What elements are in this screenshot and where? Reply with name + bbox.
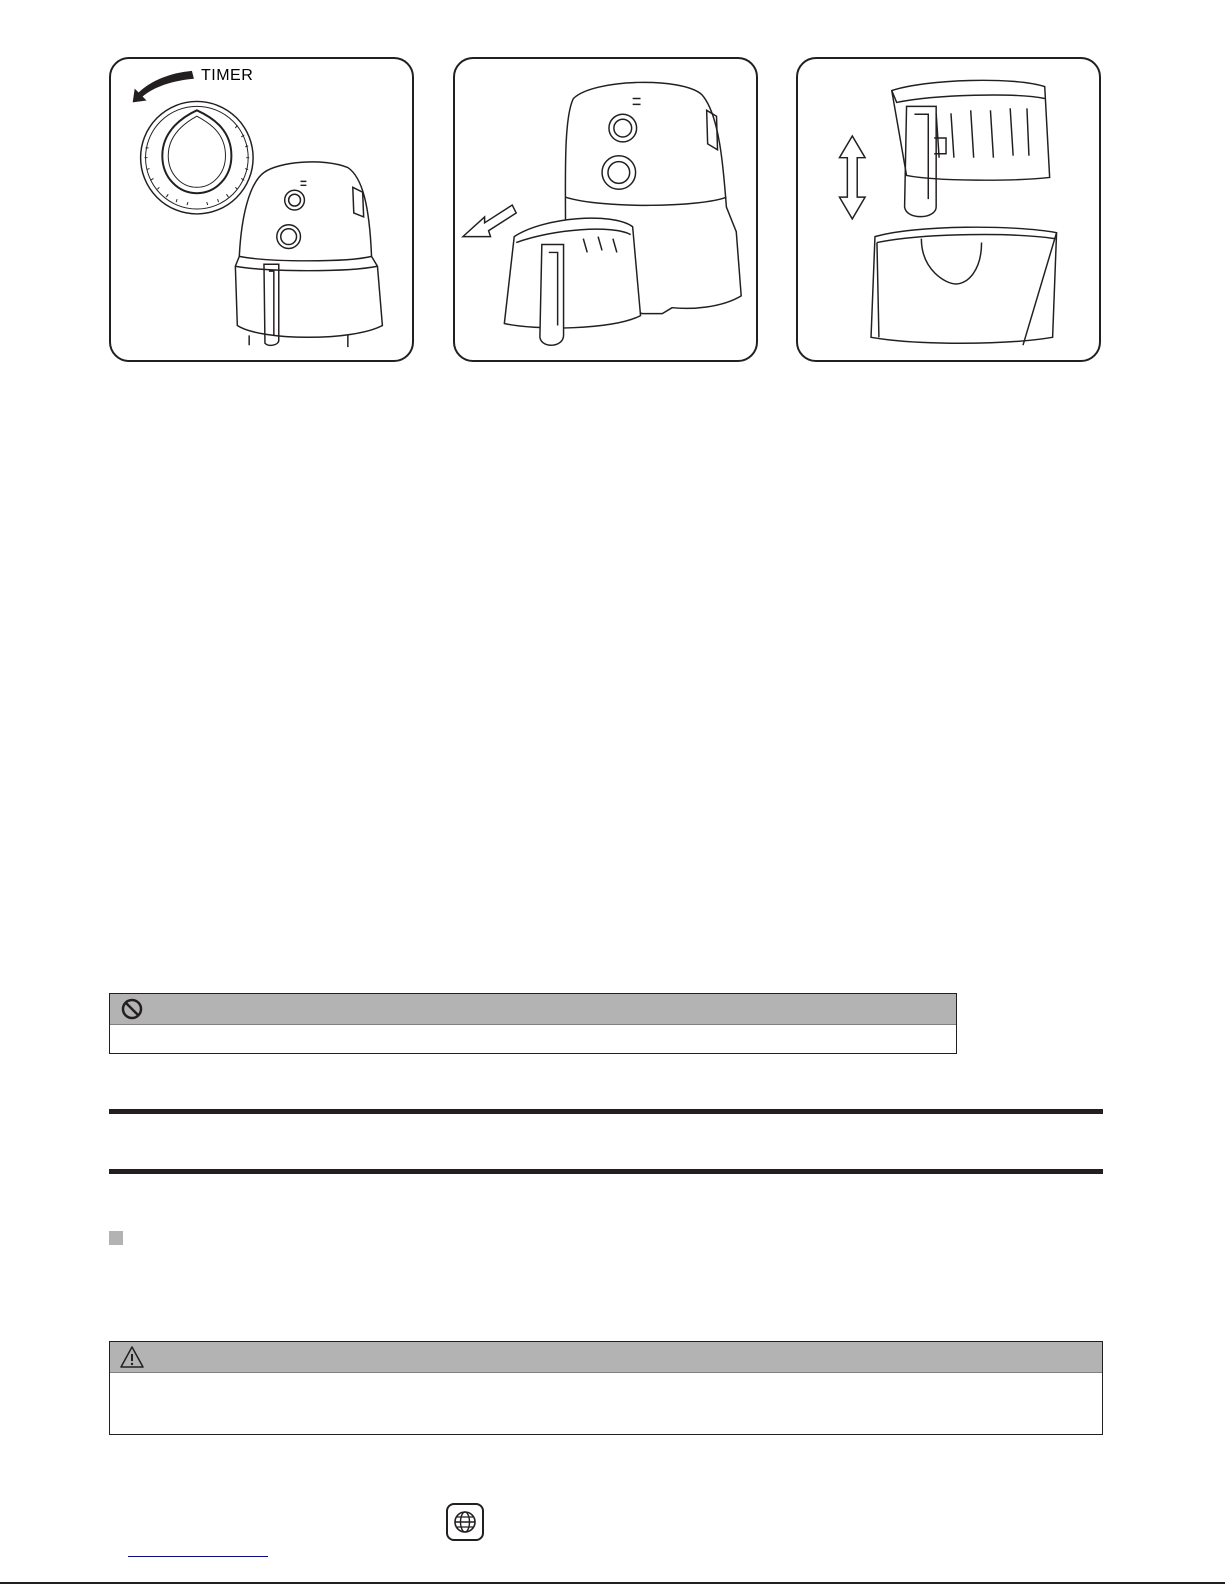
- illustration-panel-remove-pan: [453, 57, 758, 362]
- separate-basket-illustration: [798, 59, 1099, 360]
- section-rule-top: [109, 1109, 1103, 1114]
- pan-drawing: [871, 227, 1057, 345]
- illustration-panel-timer: [109, 57, 414, 362]
- timer-illustration: [111, 59, 412, 360]
- prohibition-notice-header: [110, 994, 956, 1025]
- warning-notice-header: [110, 1342, 1102, 1373]
- prohibition-icon: [120, 997, 144, 1021]
- basket-drawing: [892, 80, 1050, 216]
- remove-pan-illustration: [455, 59, 756, 360]
- footer-rule: [0, 1582, 1225, 1584]
- language-badge: [446, 1503, 484, 1541]
- warning-notice: [109, 1341, 1103, 1435]
- footer-link-underline[interactable]: [128, 1556, 268, 1557]
- section-rule-bottom: [109, 1169, 1103, 1174]
- section-bullet: [109, 1231, 123, 1245]
- timer-dial: [141, 101, 254, 214]
- prohibition-notice: [109, 993, 957, 1054]
- illustration-panel-separate-basket: [796, 57, 1101, 362]
- outline-arrow-icon: [463, 205, 516, 237]
- curved-arrow-icon: [133, 71, 194, 103]
- warning-triangle-icon: [120, 1345, 144, 1369]
- double-arrow-icon: [839, 136, 865, 219]
- timer-label: TIMER: [201, 67, 254, 84]
- air-fryer-drawing: [235, 162, 382, 347]
- pan-drawing: [504, 218, 640, 345]
- globe-icon: [453, 1510, 477, 1534]
